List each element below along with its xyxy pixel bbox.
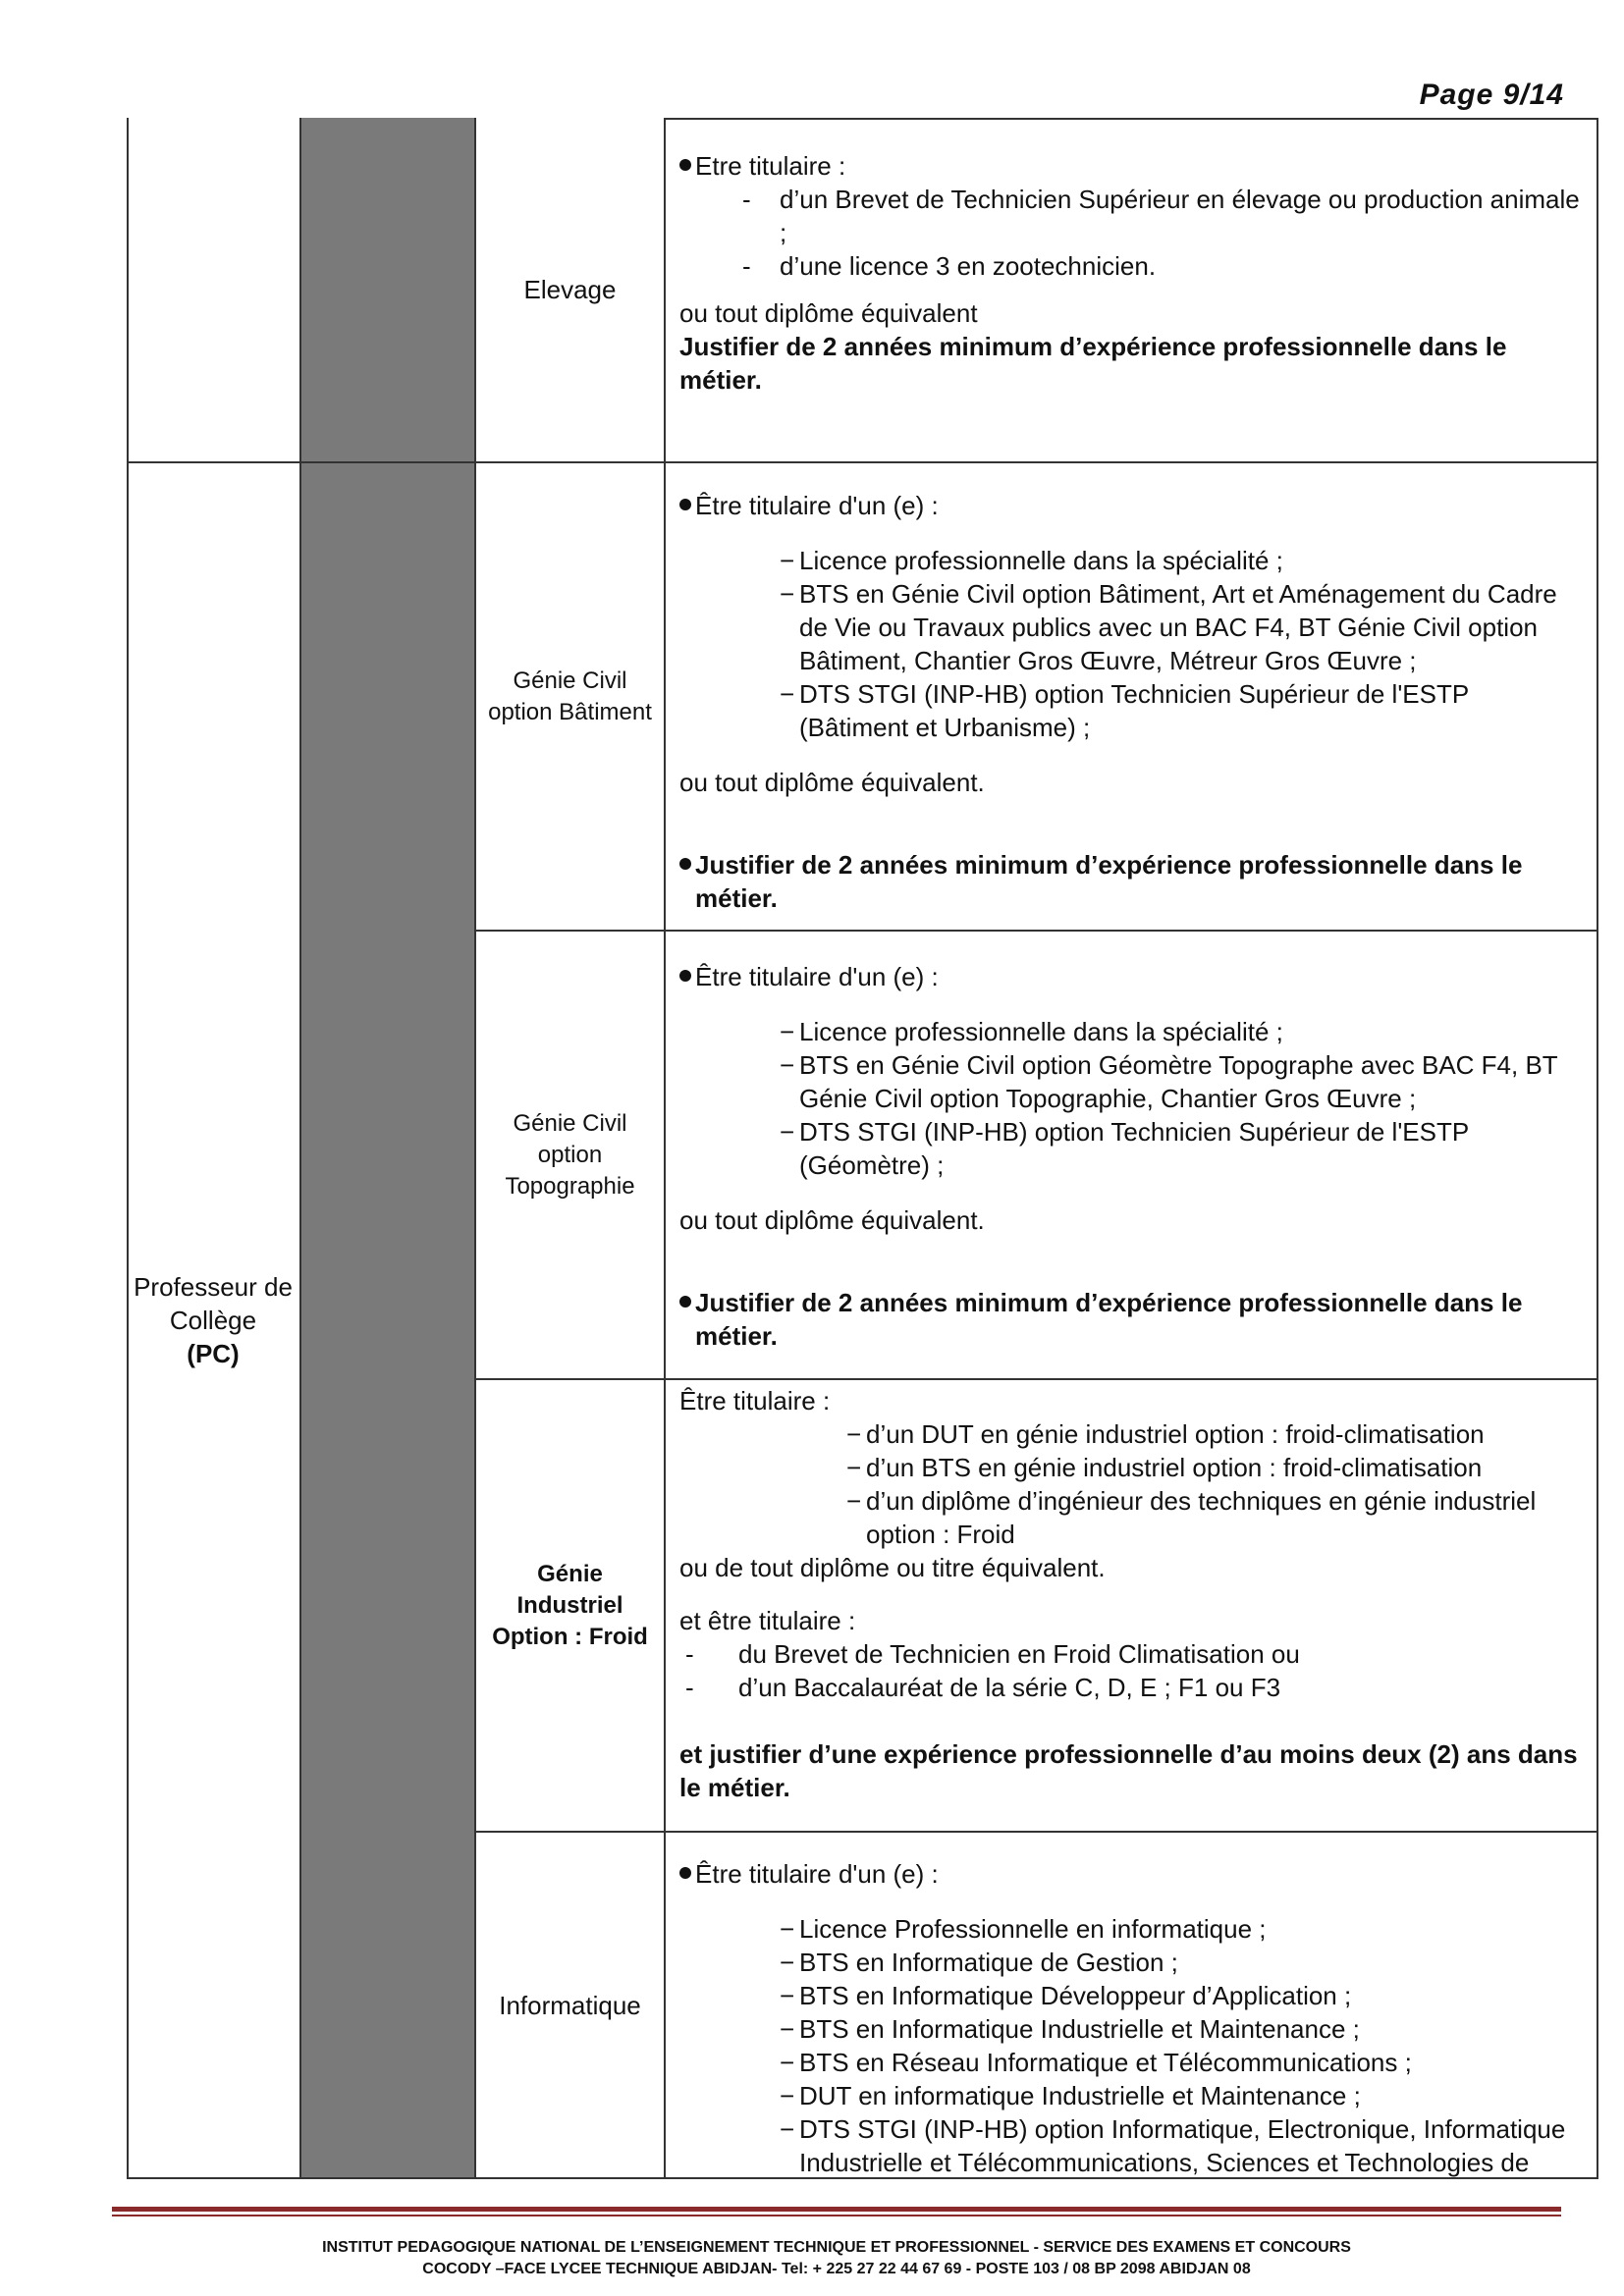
- experience-text: Justifier de 2 années minimum d’expérience professionnelle dans le métier.: [695, 850, 1523, 913]
- list-item: − BTS en Génie Civil option Géomètre Topographe avec BAC F4, BT Génie Civil option Topographie, Chantier Gros Œuvre ;: [780, 1050, 1558, 1113]
- list-item: - d’une licence 3 en zootechnicien.: [742, 251, 1157, 281]
- intro2-text: et être titulaire :: [679, 1606, 856, 1635]
- gray-column: [300, 118, 475, 2179]
- list-item: − DTS STGI (INP-HB) option Technicien Supérieur de l'ESTP (Géomètre) ;: [780, 1117, 1469, 1180]
- equivalent-text: ou de tout diplôme ou titre équivalent.: [679, 1553, 1106, 1582]
- list-item: − BTS en Informatique de Gestion ;: [780, 1948, 1178, 1977]
- requirements-genie-civil-batiment: Être titulaire d'un (e) : − Licence professionnelle dans la spécialité ; − BTS en Génie Civil option Bâtiment, Art et Aménagement du Cadre de Vie ou Travaux publics avec un BAC F4, BT Génie Civil option Bâtiment, Chantier Gros Œuvre, Métreur Gros Œuvre ; − DTS STGI (INP-HB) option Technicien Supérieur de l'ESTP (Bâtiment et Urbanisme) ; ou tout diplôme équivalent. Justifier de 2 années minimum d’expérience professionnelle dans le métier.: [679, 489, 1583, 915]
- list-item: − BTS en Réseau Informatique et Télécommunications ;: [780, 2048, 1412, 2077]
- footer-divider: [112, 2207, 1561, 2212]
- specialty-genie-civil-batiment: Génie Civil option Bâtiment: [488, 667, 652, 725]
- intro-text: Etre titulaire :: [695, 151, 846, 181]
- list-item: − Licence professionnelle dans la spécialité ;: [780, 546, 1283, 575]
- bullet-icon: [679, 499, 691, 510]
- specialty-elevage: [476, 118, 664, 461]
- equivalent-text: ou tout diplôme équivalent.: [679, 768, 985, 797]
- requirements-genie-industriel-froid: [679, 1384, 1583, 1804]
- bullet-icon: [679, 159, 691, 171]
- list-item: − d’un diplôme d’ingénieur des techniques en génie industriel option : Froid: [846, 1486, 1537, 1549]
- equivalent-text: ou tout diplôme équivalent: [679, 298, 978, 328]
- bullet-icon: [679, 1296, 691, 1308]
- specialty-genie-industriel-froid: Génie Industriel Option : Froid: [492, 1560, 648, 1650]
- specialty-informatique: Informatique: [499, 1990, 641, 2020]
- list-item: − BTS en Informatique Industrielle et Maintenance ;: [780, 2014, 1360, 2044]
- requirements-table: [127, 118, 1597, 2179]
- list-item: − d’un BTS en génie industriel option : froid-climatisation: [846, 1453, 1483, 1482]
- experience-text: et justifier d’une expérience professionnelle d’au moins deux (2) ans dans le métier.: [679, 1739, 1578, 1802]
- bullet-icon: [679, 858, 691, 870]
- experience-text: Justifier de 2 années minimum d’expérience professionnelle dans le métier.: [679, 332, 1507, 395]
- bullet-icon: [679, 970, 691, 982]
- list-item: − DUT en informatique Industrielle et Maintenance ;: [780, 2081, 1361, 2110]
- list-item: - du Brevet de Technicien en Froid Climatisation ou: [685, 1639, 1300, 1669]
- list-item: − Licence Professionnelle en informatique ;: [780, 1914, 1267, 1944]
- footer: [112, 2237, 1561, 2280]
- page-number: Page 9/14: [1419, 79, 1564, 111]
- experience-text: Justifier de 2 années minimum d’expérience professionnelle dans le métier.: [695, 1288, 1523, 1351]
- intro-text: Être titulaire :: [679, 1386, 831, 1415]
- list-item: - d’un Baccalauréat de la série C, D, E ; F1 ou F3: [685, 1673, 1281, 1702]
- specialty-label: Elevage: [523, 275, 617, 304]
- list-item: - d’un Brevet de Technicien Supérieur en élevage ou production animale ;: [742, 185, 1580, 247]
- list-item: − DTS STGI (INP-HB) option Technicien Supérieur de l'ESTP (Bâtiment et Urbanisme) ;: [780, 679, 1469, 742]
- specialty-genie-civil-topographie: Génie Civil option Topographie: [505, 1109, 635, 1200]
- list-item: − DTS STGI (INP-HB) option Informatique, Electronique, Informatique Industrielle et Télécommunications, Sciences et Technologies de: [780, 2114, 1566, 2177]
- list-item: − Licence professionnelle dans la spécialité ;: [780, 1017, 1283, 1046]
- grade-cell: [127, 463, 299, 2177]
- list-item: − BTS en Génie Civil option Bâtiment, Art et Aménagement du Cadre de Vie ou Travaux publics avec un BAC F4, BT Génie Civil option Bâtiment, Chantier Gros Œuvre, Métreur Gros Œuvre ;: [780, 579, 1557, 675]
- footer-line-2: COCODY –FACE LYCEE TECHNIQUE ABIDJAN- Tel: + 225 27 22 44 67 69 - POSTE 103 / 08 BP 2098 ABIDJAN 08: [422, 2261, 1251, 2277]
- list-item: − d’un DUT en génie industriel option : froid-climatisation: [846, 1419, 1485, 1449]
- requirements-informatique: Être titulaire d'un (e) : − Licence Professionnelle en informatique ; − BTS en Informatique de Gestion ; − BTS en Informatique Développeur d’Application ; − BTS en Informatique Industrielle et Maintenance ; − BTS en Réseau Informatique et Télécommunications ; − DUT en informatique Industrielle et Maintenance ; − DTS STGI (INP-HB) option Informatique, Electronique, Informatique Industrielle et Télécommunications, Sciences et Technologies de: [679, 1857, 1583, 2179]
- footer-line-1: INSTITUT PEDAGOGIQUE NATIONAL DE L’ENSEIGNEMENT TECHNIQUE ET PROFESSIONNEL - SERVICE DES EXAMENS ET CONCOURS: [322, 2239, 1351, 2256]
- grade-line-1: Professeur de: [134, 1272, 293, 1302]
- requirements-genie-civil-topographie: Être titulaire d'un (e) : − Licence professionnelle dans la spécialité ; − BTS en Génie Civil option Géomètre Topographe avec BAC F4, BT Génie Civil option Topographie, Chantier Gros Œuvre ; − DTS STGI (INP-HB) option Technicien Supérieur de l'ESTP (Géomètre) ; ou tout diplôme équivalent. Justifier de 2 années minimum d’expérience professionnelle dans le métier.: [679, 960, 1583, 1353]
- requirements-elevage: [679, 149, 1583, 397]
- grade-line-3: (PC): [187, 1339, 240, 1368]
- footer-divider-thin: [112, 2215, 1561, 2216]
- equivalent-text: ou tout diplôme équivalent.: [679, 1205, 985, 1235]
- bullet-icon: [679, 1867, 691, 1879]
- grade-line-2: Collège: [169, 1306, 257, 1335]
- list-item: − BTS en Informatique Développeur d’Application ;: [780, 1981, 1352, 2010]
